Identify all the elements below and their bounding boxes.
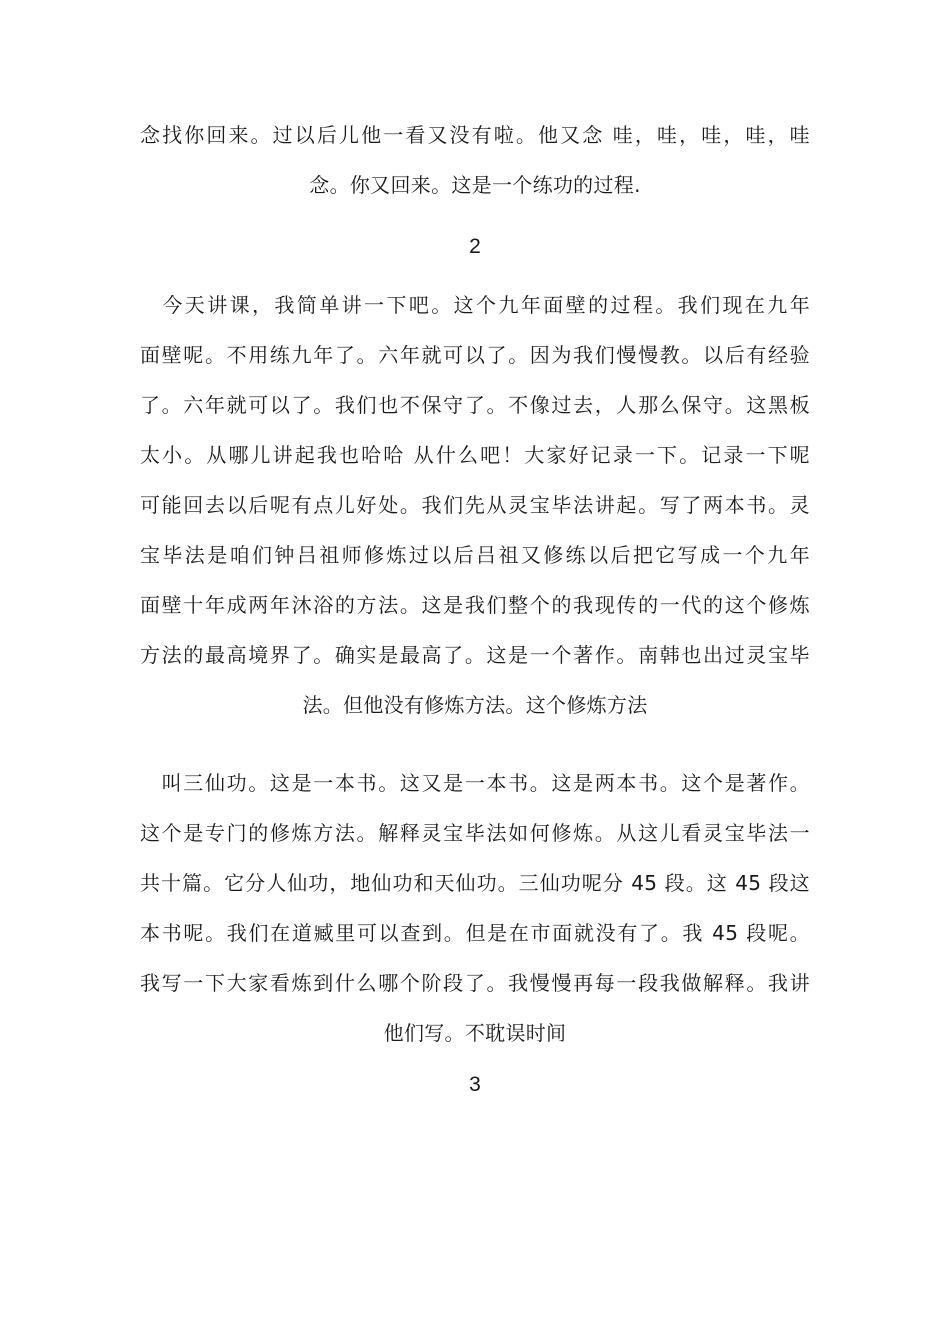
page-number: 3 [469, 1073, 481, 1096]
paragraph-line: 他们写。不耽误时间 [383, 1021, 567, 1045]
paragraph-line: 本书呢。我们在道臧里可以查到。但是在市面就没有了。我 45 段呢。 [140, 921, 810, 945]
paragraph-line: 这个是专门的修炼方法。解释灵宝毕法如何修炼。从这儿看灵宝毕法一 [140, 821, 810, 845]
paragraph-line: 念找你回来。过以后儿他一看又没有啦。他又念 哇，哇，哇，哇，哇 [140, 123, 810, 147]
paragraph-line: 了。六年就可以了。我们也不保守了。不像过去，人那么保守。这黑板 [140, 393, 810, 417]
paragraph-line: 可能回去以后呢有点儿好处。我们先从灵宝毕法讲起。写了两本书。灵 [140, 493, 810, 517]
paragraph-line: 念。你又回来。这是一个练功的过程. [309, 173, 641, 197]
page-number: 2 [469, 235, 481, 258]
paragraph-line: 方法的最高境界了。确实是最高了。这是一个著作。南韩也出过灵宝毕 [140, 643, 810, 667]
paragraph-line: 我写一下大家看炼到什么哪个阶段了。我慢慢再每一段我做解释。我讲 [140, 971, 810, 995]
paragraph-line: 叫三仙功。这是一本书。这又是一本书。这是两本书。这个是著作。 [140, 771, 810, 795]
paragraph-line: 共十篇。它分人仙功，地仙功和天仙功。三仙功呢分 45 段。这 45 段这 [140, 871, 810, 895]
paragraph-line: 宝毕法是咱们钟吕祖师修炼过以后吕祖又修练以后把它写成一个九年 [140, 543, 810, 567]
paragraph-line: 太小。从哪儿讲起我也哈哈 从什么吧！大家好记录一下。记录一下呢 [140, 443, 810, 467]
paragraph-line: 法。但他没有修炼方法。这个修炼方法 [302, 693, 648, 717]
paragraph-line: 今天讲课，我简单讲一下吧。这个九年面壁的过程。我们现在九年 [140, 293, 810, 317]
paragraph-line: 面壁呢。不用练九年了。六年就可以了。因为我们慢慢教。以后有经验 [140, 343, 810, 367]
paragraph-line: 面壁十年成两年沐浴的方法。这是我们整个的我现传的一代的这个修炼 [140, 593, 810, 617]
